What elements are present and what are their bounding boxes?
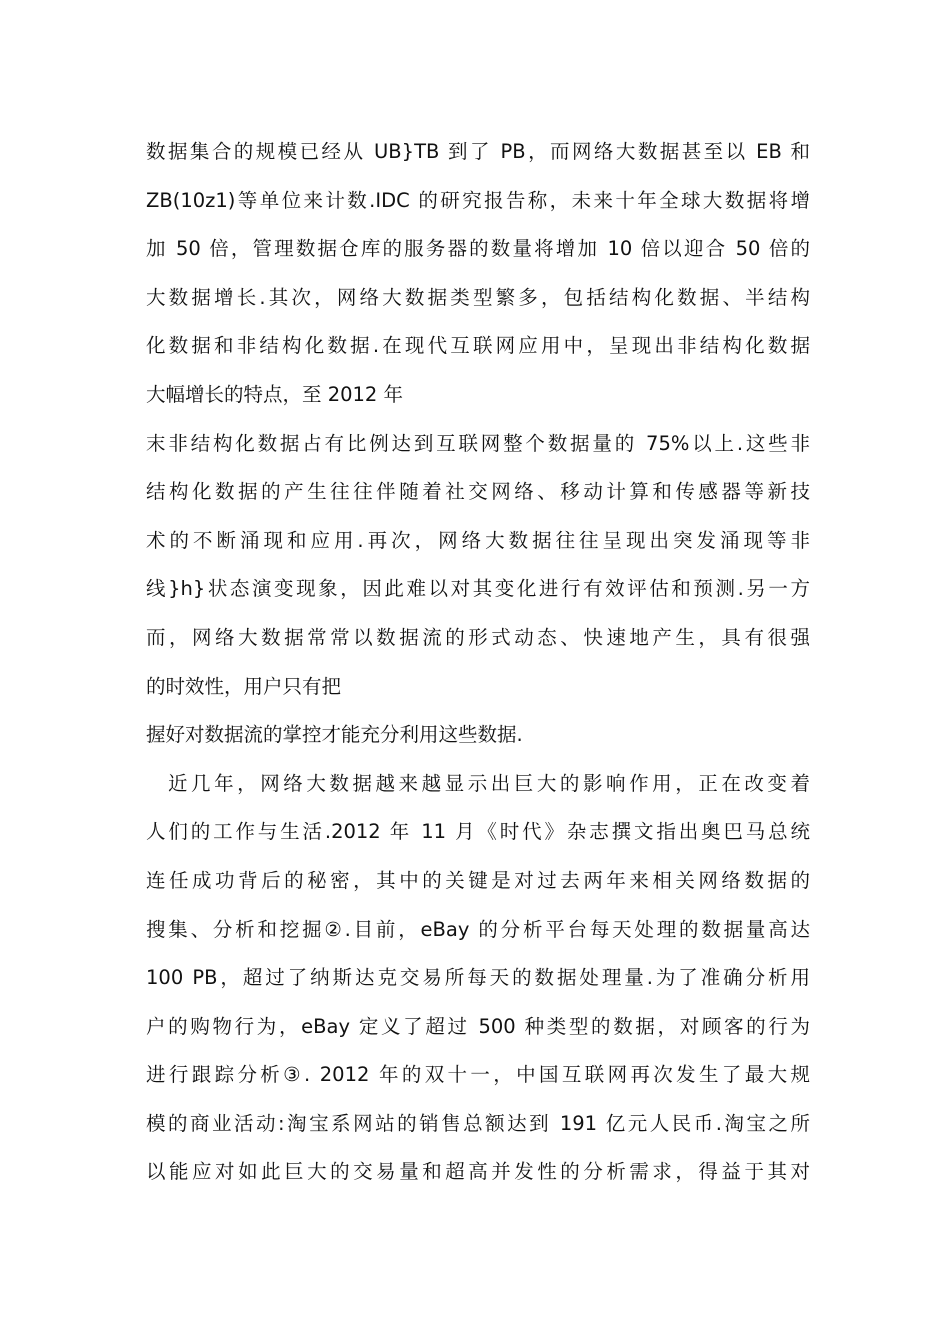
text-line: 加 50 倍，管理数据仓库的服务器的数量将增加 10 倍以迎合 50 倍的 — [146, 237, 810, 261]
paragraph-2 — [146, 420, 810, 712]
text-line: 大数据增长.其次，网络大数据类型繁多，包括结构化数据、半结构 — [146, 285, 810, 309]
text-line: 大幅增长的特点，至 2012 年 — [146, 382, 404, 406]
text-line: ZB(10z1)等单位来计数.IDC 的研究报告称，未来十年全球大数据将增 — [146, 188, 810, 212]
text-line: 户的购物行为，eBay 定义了超过 500 种类型的数据，对顾客的行为 — [146, 1014, 810, 1038]
text-line: 握好对数据流的掌控才能充分利用这些数据. — [146, 723, 523, 747]
text-line: 人们的工作与生活.2012 年 11 月《时代》杂志撰文指出奥巴马总统 — [146, 820, 810, 844]
text-line: 搜集、分析和挖掘②.目前，eBay 的分析平台每天处理的数据量高达 — [146, 917, 810, 941]
document-body — [146, 128, 810, 1197]
paragraph-3 — [146, 711, 810, 760]
text-line: 100 PB，超过了纳斯达克交易所每天的数据处理量.为了准确分析用 — [146, 966, 810, 990]
text-line: 进行跟踪分析③. 2012 年的双十一，中国互联网再次发生了最大规 — [146, 1063, 810, 1087]
text-line: 结构化数据的产生往往伴随着社交网络、移动计算和传感器等新技 — [146, 480, 810, 504]
text-line: 的时效性，用户只有把 — [146, 674, 342, 698]
text-line: 而，网络大数据常常以数据流的形式动态、快速地产生，具有很强 — [146, 625, 810, 649]
text-line: 线}h}状态演变现象，因此难以对其变化进行有效评估和预测.另一方 — [146, 577, 810, 601]
text-line: 术的不断涌现和应用.再次，网络大数据往往呈现出突发涌现等非 — [146, 528, 810, 552]
text-line: 化数据和非结构化数据.在现代互联网应用中，呈现出非结构化数据 — [146, 334, 810, 358]
text-line: 连任成功背后的秘密，其中的关键是对过去两年来相关网络数据的 — [146, 868, 810, 892]
text-line: 末非结构化数据占有比例达到互联网整个数据量的 75%以上.这些非 — [146, 431, 810, 455]
paragraph-4 — [146, 760, 810, 1197]
text-line: 数据集合的规模已经从 UB}TB 到了 PB，而网络大数据甚至以 EB 和 — [146, 140, 810, 163]
text-line: 以能应对如此巨大的交易量和超高并发性的分析需求，得益于其对 — [146, 1160, 810, 1184]
paragraph-1 — [146, 128, 810, 420]
text-line: 模的商业活动:淘宝系网站的销售总额达到 191 亿元人民币.淘宝之所 — [146, 1111, 810, 1135]
text-line: 近几年，网络大数据越来越显示出巨大的影响作用，正在改变着 — [168, 771, 810, 795]
